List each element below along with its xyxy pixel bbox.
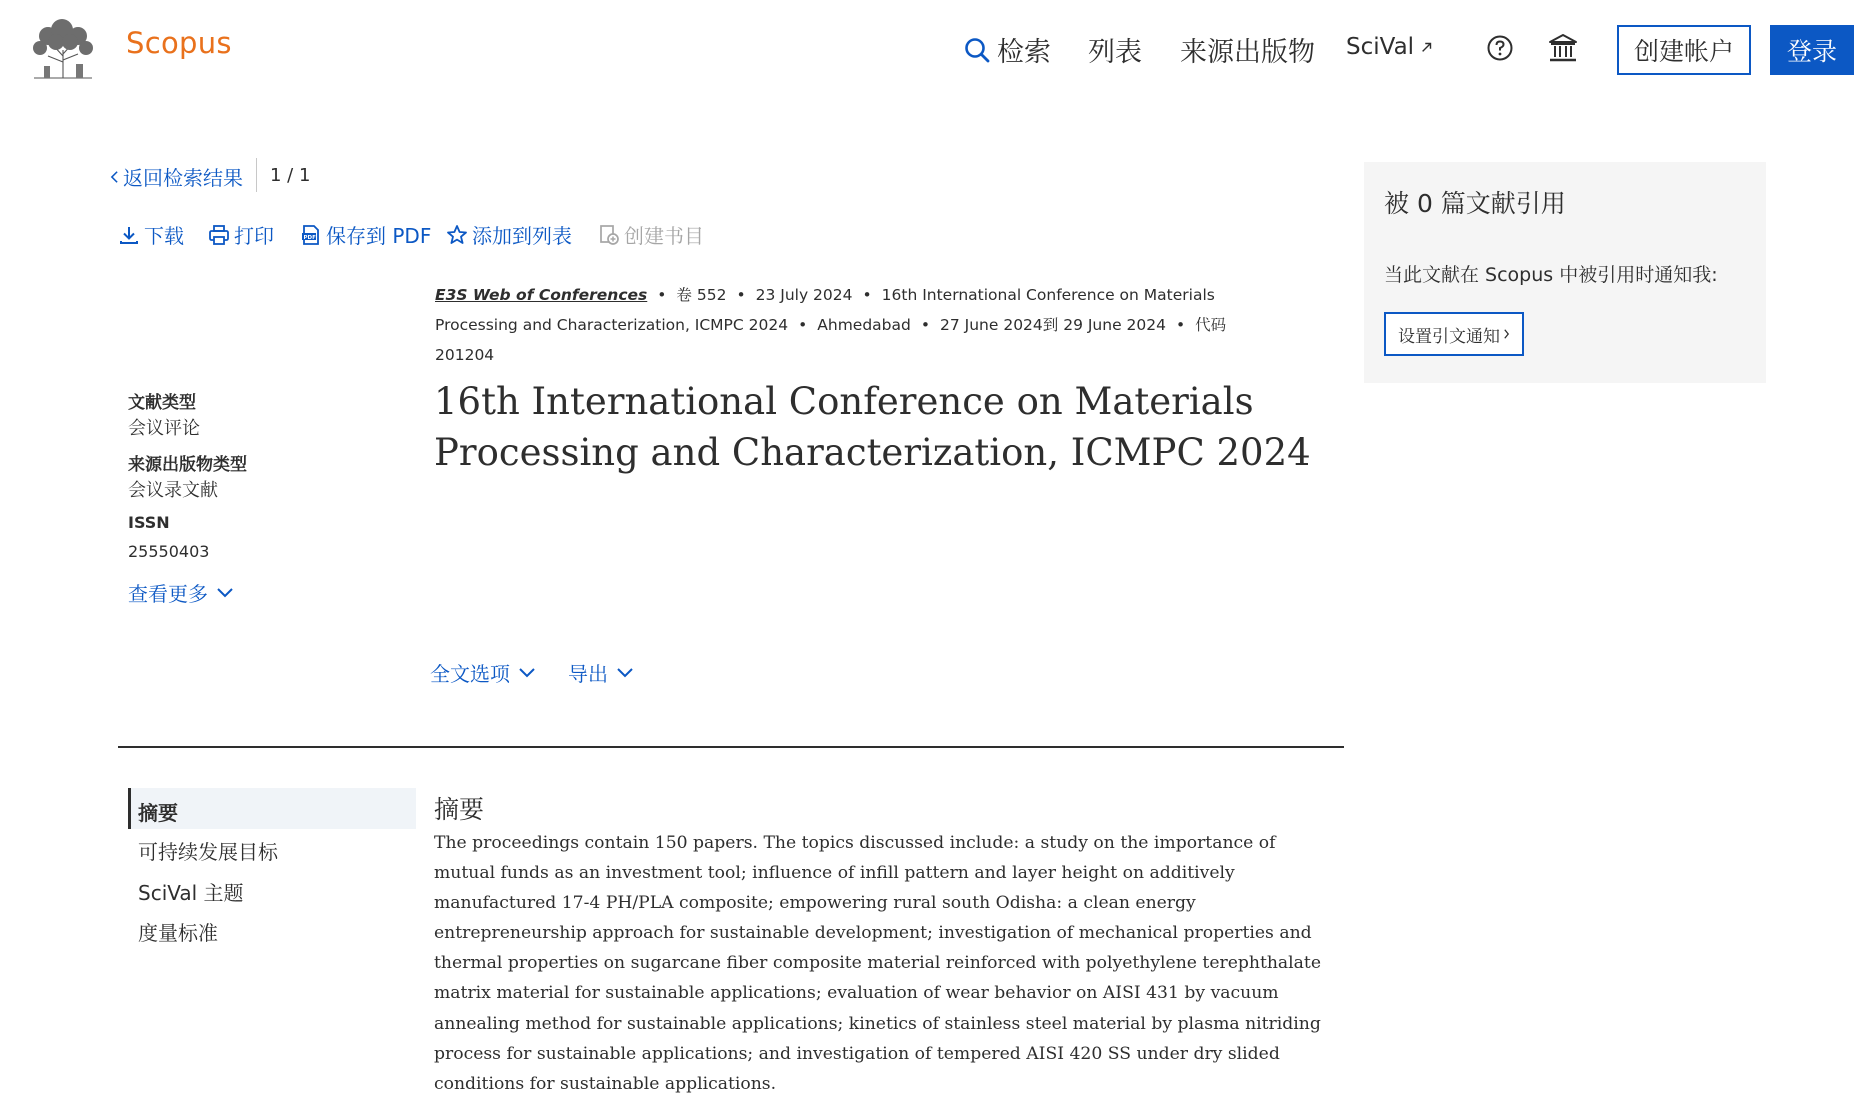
issn-label: ISSN: [128, 513, 170, 532]
add-to-list-label: 添加到列表: [472, 224, 572, 248]
download-button[interactable]: [118, 220, 184, 249]
conference-code: 代码 201204: [435, 316, 1227, 364]
source-title-link[interactable]: E3S Web of Conferences: [435, 286, 648, 304]
nav-search-label: 检索: [997, 37, 1051, 68]
institution-icon[interactable]: [1548, 32, 1578, 64]
document-metadata: E3S Web of Conferences • 卷 552 • 23 July 2024 • 16th International Conference on Materials Processing and Characterization, ICMPC 2024 • Ahmedabad • 27 June 2024到 29 June 2024 • 代码 201204: [435, 286, 1227, 364]
elsevier-logo-icon[interactable]: [26, 16, 100, 82]
pdf-icon: [300, 224, 322, 246]
print-icon: [208, 224, 230, 246]
show-more-label: 查看更多: [128, 582, 208, 606]
sidenav-item-metrics[interactable]: 度量标准: [138, 921, 218, 945]
chevron-down-icon: [518, 667, 536, 679]
nav-lists[interactable]: 列表: [1088, 37, 1142, 68]
nav-sources[interactable]: 来源出版物: [1180, 37, 1315, 68]
print-button[interactable]: [208, 220, 274, 249]
doc-type-label: 文献类型: [128, 393, 196, 413]
chevron-right-icon: [1503, 328, 1510, 340]
back-label: 返回检索结果: [123, 166, 243, 190]
download-label: 下载: [144, 224, 184, 248]
cited-by-title: 被 0 篇文献引用: [1384, 189, 1566, 218]
sidenav-item-scival-topics[interactable]: SciVal 主题: [138, 881, 244, 905]
show-more-button[interactable]: [128, 578, 234, 607]
create-bibliography-label: 创建书目: [624, 224, 704, 248]
help-icon[interactable]: [1486, 34, 1514, 62]
abstract-text: The proceedings contain 150 papers. The topics discussed include: a study on the importance of mutual funds as an investment tool; influence of infill pattern and layer height on additively manufactured 17-4 PH/PLA composite; empowering rural south Odisha: a clean energy entrepreneurship approach for sustainable development; investigation of mechanical properties and thermal properties on sugarcane fiber composite material reinforced with polyethylene terephthalate matrix material for sustainable applications; evaluation of wear behavior on AISI 431 by vacuum annealing method for sustainable applications; kinetics of stainless steel material by plasma nitriding process for sustainable applications; and investigation of tempered AISI 420 SS under dry slided conditions for sustainable applications.: [434, 833, 1322, 1094]
save-pdf-button[interactable]: [300, 220, 431, 249]
set-citation-alert-label: 设置引文通知: [1398, 326, 1500, 347]
create-account-button[interactable]: 创建帐户: [1617, 25, 1751, 75]
divider: [256, 158, 257, 192]
chevron-down-icon: [216, 587, 234, 599]
export-button[interactable]: [568, 658, 634, 687]
conference-dates: 27 June 2024到 29 June 2024: [940, 316, 1166, 334]
nav-scival-label: SciVal: [1346, 34, 1415, 60]
save-pdf-label: 保存到 PDF: [326, 224, 432, 248]
nav-search[interactable]: [963, 30, 1051, 69]
nav-scival[interactable]: [1346, 34, 1434, 60]
fulltext-options-button[interactable]: [430, 658, 536, 687]
chevron-down-icon: [616, 667, 634, 679]
svg-text:PDF: PDF: [303, 234, 316, 241]
section-divider: [118, 746, 1344, 748]
download-icon: [118, 224, 140, 246]
back-to-results-link[interactable]: [110, 162, 243, 191]
citation-alert-text: 当此文献在 Scopus 中被引用时通知我:: [1384, 264, 1718, 286]
login-button[interactable]: 登录: [1770, 25, 1854, 75]
source-type-value: 会议录文献: [128, 480, 218, 501]
doc-type-value: 会议评论: [128, 418, 200, 439]
search-icon: [963, 36, 991, 64]
bibliography-icon: [598, 224, 620, 246]
print-label: 打印: [234, 224, 274, 248]
star-icon: [446, 224, 468, 246]
conference-name: 16th International Conference on Materials Processing and Characterization, ICMPC 2024: [435, 286, 1215, 334]
abstract-heading: 摘要: [434, 795, 485, 824]
create-bibliography-button[interactable]: [598, 220, 704, 249]
set-citation-alert-button[interactable]: [1384, 312, 1524, 356]
result-pager: 1 / 1: [270, 165, 311, 186]
volume: 卷 552: [676, 286, 727, 304]
export-label: 导出: [568, 662, 608, 686]
sidenav-item-sdg[interactable]: 可持续发展目标: [138, 840, 278, 864]
page-title: 16th International Conference on Materials Processing and Characterization, ICMPC 2024: [434, 380, 1311, 474]
brand-name[interactable]: Scopus: [126, 26, 232, 60]
fulltext-options-label: 全文选项: [430, 662, 510, 686]
issn-value: 25550403: [128, 542, 210, 561]
publication-date: 23 July 2024: [755, 286, 853, 304]
source-type-label: 来源出版物类型: [128, 455, 247, 475]
conference-location: Ahmedabad: [817, 316, 911, 334]
add-to-list-button[interactable]: [446, 220, 572, 249]
chevron-left-icon: [110, 170, 119, 184]
sidenav-item-abstract[interactable]: 摘要: [138, 801, 178, 825]
external-link-icon: [1420, 40, 1434, 54]
